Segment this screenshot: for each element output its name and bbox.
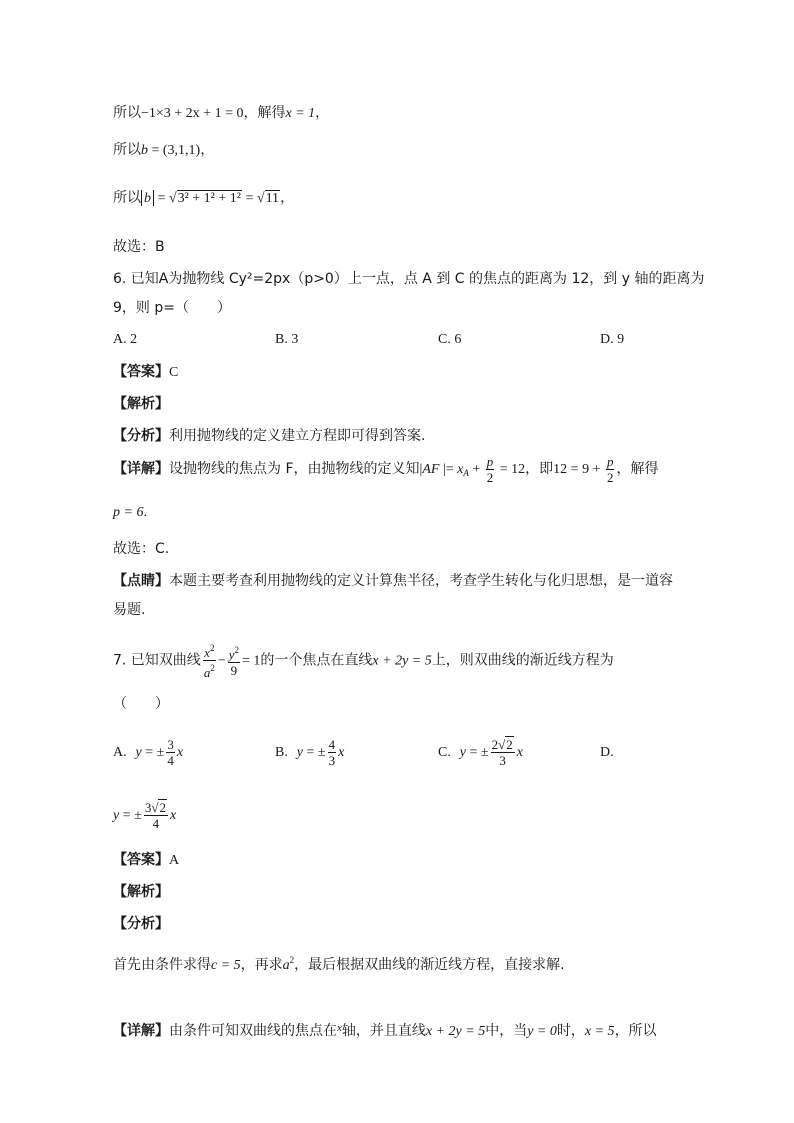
q6-detail: 【详解】设抛物线的焦点为 F，由抛物线的定义知|AF |= $x_A$ + $\frac{p}{2}$ = 12，即12 = 9 + $\frac{p}{2}$ ，解得 [113,453,659,485]
line-equation: x + 2y = 5 [372,653,432,669]
question-6-text-cont: 9，则 p=（ ） [113,300,231,316]
q7-option-b: B. y = ± $\frac{4}{3}$ x [275,736,345,768]
q6-fenxi: 【分析】利用抛物线的定义建立方程即可得到答案. [113,428,426,444]
choose-line: 故选：B [113,239,165,255]
radical: 11 [265,191,280,206]
q7-fenxi-heading: 【分析】 [113,916,169,932]
q7-option-d-value: y = ± $\frac{3√2}{4}$ x [113,799,177,831]
question-7-paren: （ ） [113,696,169,712]
q6-option-b: B. 3 [275,332,299,347]
q7-option-c: C. y = ± $\frac{2√2}{3}$ x [438,736,523,768]
equation: −1×3 + 2x + 1 = 0 [141,106,244,121]
vector-b: b [141,143,148,158]
q6-detail-cont: p = 6. [113,505,147,520]
q7-answer: 【答案】A [113,852,180,868]
question-6-text: 6. 已知A为抛物线 Cy²=2px（p>0）上一点，点 A 到 C 的焦点的距离为 12，到 y 轴的距离为 [113,271,705,287]
vector-b: b [144,191,151,206]
q7-fenxi: 首先由条件求得c = 5，再求$a^2$，最后根据双曲线的渐近线方程，直接求解. [113,955,565,973]
q6-option-c: C. 6 [438,332,462,347]
q7-option-a: A. y = ± $\frac{3}{4}$ x [113,736,184,768]
radical: 3² + 1² + 1² [177,191,241,206]
q7-analysis-heading: 【解析】 [113,884,169,900]
q6-comment: 【点睛】本题主要考查利用抛物线的定义计算焦半径，考查学生转化与化归思想，是一道容 [113,573,673,589]
q6-choose: 故选：C. [113,541,170,557]
solution-line-3: 所以 b = √3² + 1² + 1² = √11， [113,190,295,206]
equation: x = 1 [285,106,316,121]
solution-line-1: 所以−1×3 + 2x + 1 = 0，解得x = 1， [113,105,330,121]
q7-option-d: D. [600,745,614,760]
q6-option-a: A. 2 [113,332,138,347]
q6-option-d: D. 9 [600,332,625,347]
solution-line-2: 所以b = (3,1,1)， [113,142,215,158]
q6-answer: 【答案】C [113,364,179,380]
q6-comment-cont: 易题. [113,602,146,618]
q6-analysis-heading: 【解析】 [113,396,169,412]
question-7-text: 7. 已知双曲线 $\frac{x^2}{a^2}$ − $\frac{y^2}{9}$ = 1的一个焦点在直线x + 2y = 5上，则双曲线的渐近线方程为 [113,643,614,680]
q7-detail: 【详解】由条件可知双曲线的焦点在$^x$轴，并且直线x + 2y = 5中，当y = 0时，x = 5，所以 [113,1022,657,1039]
